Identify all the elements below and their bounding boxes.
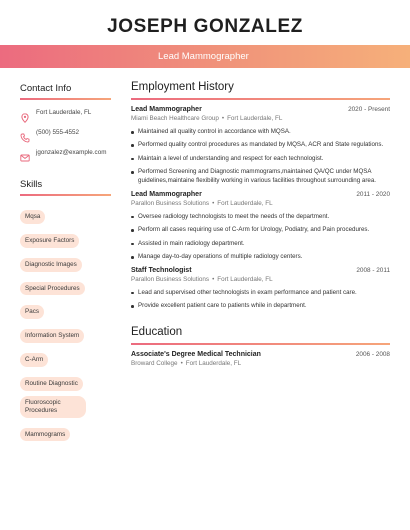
job-location: Fort Lauderdale, FL [227, 115, 283, 122]
skills-section [20, 179, 111, 446]
job-bullet: Lead and supervised other technologists in exam performance and patient care. [131, 289, 390, 298]
job-location: Fort Lauderdale, FL [217, 275, 273, 283]
education-dates: 2006 - 2008 [355, 351, 390, 359]
employment-divider [131, 98, 390, 100]
skill-pill: Mqsa [20, 210, 45, 224]
job-bullet: Perform all cases requiring use of C-Arm for Urology, Podiatry, and Pain procedures. [131, 226, 390, 235]
job-title: Lead Mammographer [131, 190, 202, 198]
skills-section-title: Skills [20, 179, 43, 190]
candidate-name: JOSEPH GONZALEZ [107, 16, 303, 37]
job-bullet: Provide excellent patient care to patients while in department. [131, 302, 390, 311]
skill-pill: Information System [20, 329, 84, 343]
separator-dot: • [212, 275, 215, 283]
job-title: Staff Technologist [131, 266, 192, 274]
job-company: Parallon Business Solutions [131, 199, 210, 207]
mail-icon [20, 150, 30, 160]
separator-dot: • [221, 115, 225, 122]
contact-divider [20, 98, 111, 100]
job-company: Parallon Business Solutions [131, 275, 210, 283]
job-bullet: Performed quality control procedures as mandated by MQSA, ACR and State regulations. [131, 141, 390, 150]
contact-email-text: jgonzalez@example.com [36, 149, 107, 156]
school-location: Fort Lauderdale, FL [185, 360, 242, 368]
skills-divider [20, 194, 111, 196]
contact-location [20, 109, 111, 120]
contact-location-text: Fort Lauderdale, FL [36, 109, 92, 116]
job-bullet: Maintained all quality control in accordance with MQSA. [131, 128, 390, 137]
phone-icon [20, 130, 30, 140]
job-bullet: Manage day-to-day operations of multiple radiology centers. [131, 253, 390, 262]
school-name: Broward College [131, 360, 178, 368]
separator-dot: • [180, 360, 183, 368]
contact-phone-text: (500) 555-4552 [36, 129, 80, 136]
skill-pill: Special Procedures [20, 282, 85, 296]
job-dates: 2011 - 2020 [356, 190, 390, 198]
job-entry [131, 267, 390, 311]
map-pin-icon [20, 110, 30, 120]
education-divider [131, 343, 390, 345]
degree-title: Associate's Degree Medical Technician [131, 351, 261, 359]
right-column [131, 81, 390, 373]
job-dates: 2008 - 2011 [356, 266, 390, 274]
education-section [131, 326, 390, 367]
job-dates: 2020 - Present [348, 106, 390, 113]
separator-dot: • [212, 199, 215, 207]
skill-pill: C-Arm [20, 353, 48, 367]
job-company: Miami Beach Healthcare Group [131, 115, 219, 122]
skill-pill: Pacs [20, 305, 44, 319]
job-title-banner: Lead Mammographer [158, 51, 249, 62]
education-section-title: Education [131, 326, 183, 339]
contact-email [20, 149, 111, 160]
skill-pill: Fluoroscopic Procedures [20, 396, 86, 418]
job-bullet: Oversee radiology technologists to meet the needs of the department. [131, 213, 390, 222]
job-entry [131, 191, 390, 262]
job-location: Fort Lauderdale, FL [217, 199, 273, 207]
skill-pill: Mammograms [20, 428, 70, 442]
title-band [0, 45, 410, 68]
job-bullet: Assisted in main radiology department. [131, 240, 390, 249]
skill-pill: Exposure Factors [20, 234, 79, 248]
employment-section-title: Employment History [131, 81, 234, 93]
job-bullet: Maintain a level of understanding and respect for each technologist. [131, 155, 390, 164]
left-column [20, 83, 111, 446]
skill-pill: Diagnostic Images [20, 258, 82, 272]
job-title: Lead Mammographer [131, 106, 202, 113]
job-bullet: Performed Screening and Diagnostic mammograms,maintained QA/QC under MQSA guidelines,maintaine flexibility working in various facilities throughout surrounding area. [131, 168, 390, 186]
contact-section-title: Contact Info [20, 83, 72, 94]
job-entry [131, 106, 390, 186]
skill-pill: Routine Diagnostic [20, 377, 83, 391]
contact-phone [20, 129, 111, 140]
